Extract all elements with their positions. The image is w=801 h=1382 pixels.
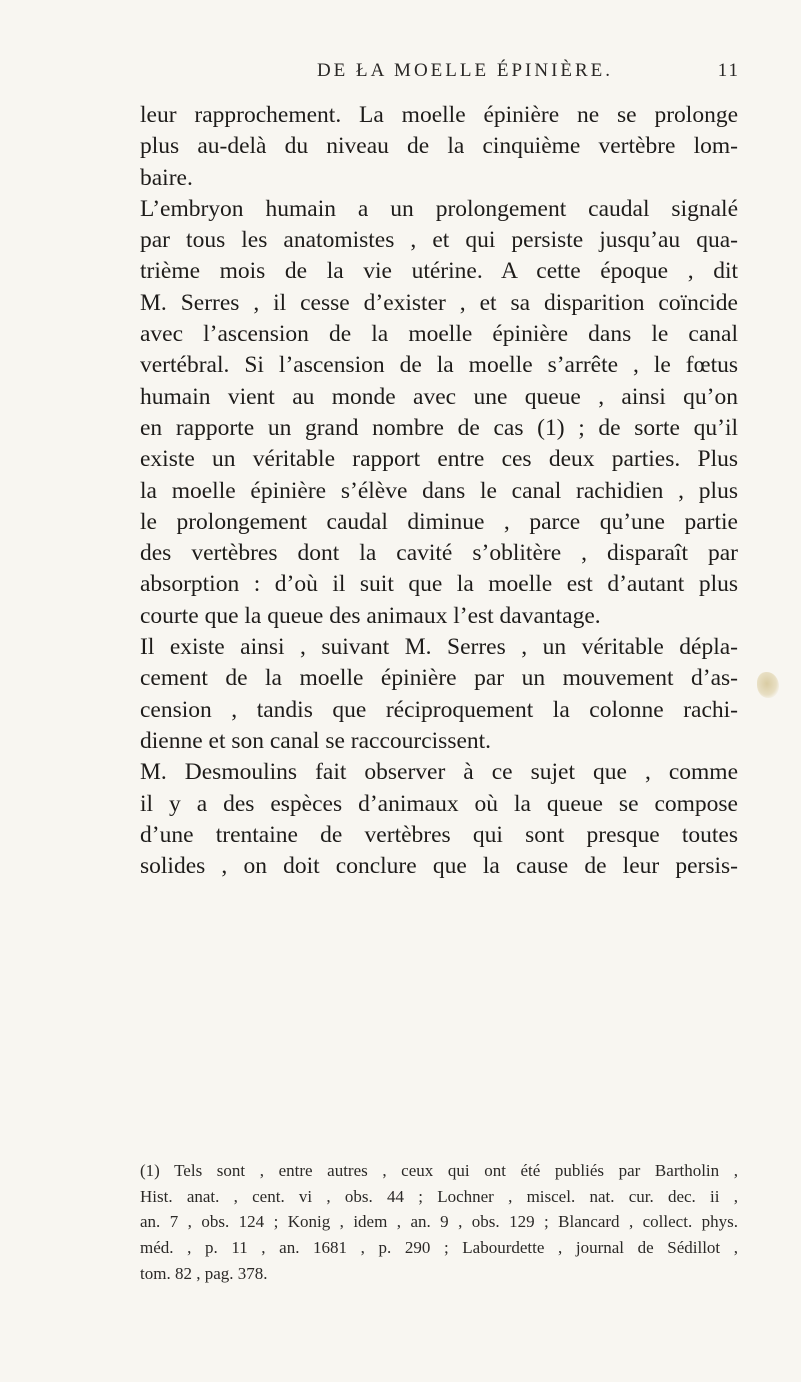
text-line: cension , tandis que réciproquement la colonne rachi- — [140, 696, 738, 723]
text-line: L’embryon humain a un prolongement caudal signalé — [140, 195, 738, 222]
text-line: baire. — [140, 164, 193, 191]
text-line: solides , on doit conclure que la cause de leur persis- — [140, 853, 738, 880]
text-line: des vertèbres dont la cavité s’oblitère , disparaît par — [140, 540, 738, 567]
text-line: M. Serres , il cesse d’exister , et sa disparition coïncide — [140, 289, 738, 316]
text-line: absorption : d’où il suit que la moelle est d’autant plus — [140, 571, 738, 598]
text-line: existe un véritable rapport entre ces deux parties. Plus — [140, 446, 738, 473]
body-text — [140, 100, 738, 882]
text-line: la moelle épinière s’élève dans le canal rachidien , plus — [140, 477, 738, 504]
text-line: humain vient au monde avec une queue , ainsi qu’on — [140, 383, 738, 410]
footnote — [140, 1158, 738, 1286]
text-line: M. Desmoulins fait observer à ce sujet que , comme — [140, 759, 738, 786]
text-line: par tous les anatomistes , et qui persiste jusqu’au qua- — [140, 227, 738, 254]
footnote-line: an. 7 , obs. 124 ; Konig , idem , an. 9 , obs. 129 ; Blancard , collect. phys. — [140, 1212, 738, 1232]
text-line: plus au-delà du niveau de la cinquième vertèbre lom- — [140, 133, 738, 160]
footnote-line: Hist. anat. , cent. vi , obs. 44 ; Lochner , miscel. nat. cur. dec. ii , — [140, 1186, 738, 1206]
paper-stain — [757, 672, 779, 698]
page-number: 11 — [717, 60, 740, 81]
text-line: en rapporte un grand nombre de cas (1) ; de sorte qu’il — [140, 414, 738, 441]
text-line: cement de la moelle épinière par un mouvement d’as- — [140, 665, 738, 692]
text-line: leur rapprochement. La moelle épinière ne se prolonge — [140, 102, 738, 128]
text-line: d’une trentaine de vertèbres qui sont presque toutes — [140, 821, 738, 848]
running-title: DE ŁA MOELLE ÉPINIÈRE. — [316, 60, 614, 81]
text-line: vertébral. Si l’ascension de la moelle s’arrête , le fœtus — [140, 352, 738, 379]
text-line: avec l’ascension de la moelle épinière dans le canal — [140, 321, 738, 348]
footnote-line: méd. , p. 11 , an. 1681 , p. 290 ; Labourdette , journal de Sédillot , — [140, 1238, 738, 1258]
text-line: dienne et son canal se raccourcissent. — [140, 727, 492, 754]
footnote-line: tom. 82 , pag. 378. — [140, 1263, 268, 1283]
footnote-line: (1) Tels sont , entre autres , ceux qui ont été publiés par Bartholin , — [140, 1161, 738, 1180]
text-line: Il existe ainsi , suivant M. Serres , un véritable dépla- — [140, 634, 738, 661]
text-line: il y a des espèces d’animaux où la queue se compose — [140, 790, 738, 817]
text-line: courte que la queue des animaux l’est davantage. — [140, 602, 601, 629]
text-line: trième mois de la vie utérine. A cette époque , dit — [140, 258, 738, 285]
page-header — [140, 60, 740, 90]
text-line: le prolongement caudal diminue , parce qu’une partie — [140, 508, 738, 535]
